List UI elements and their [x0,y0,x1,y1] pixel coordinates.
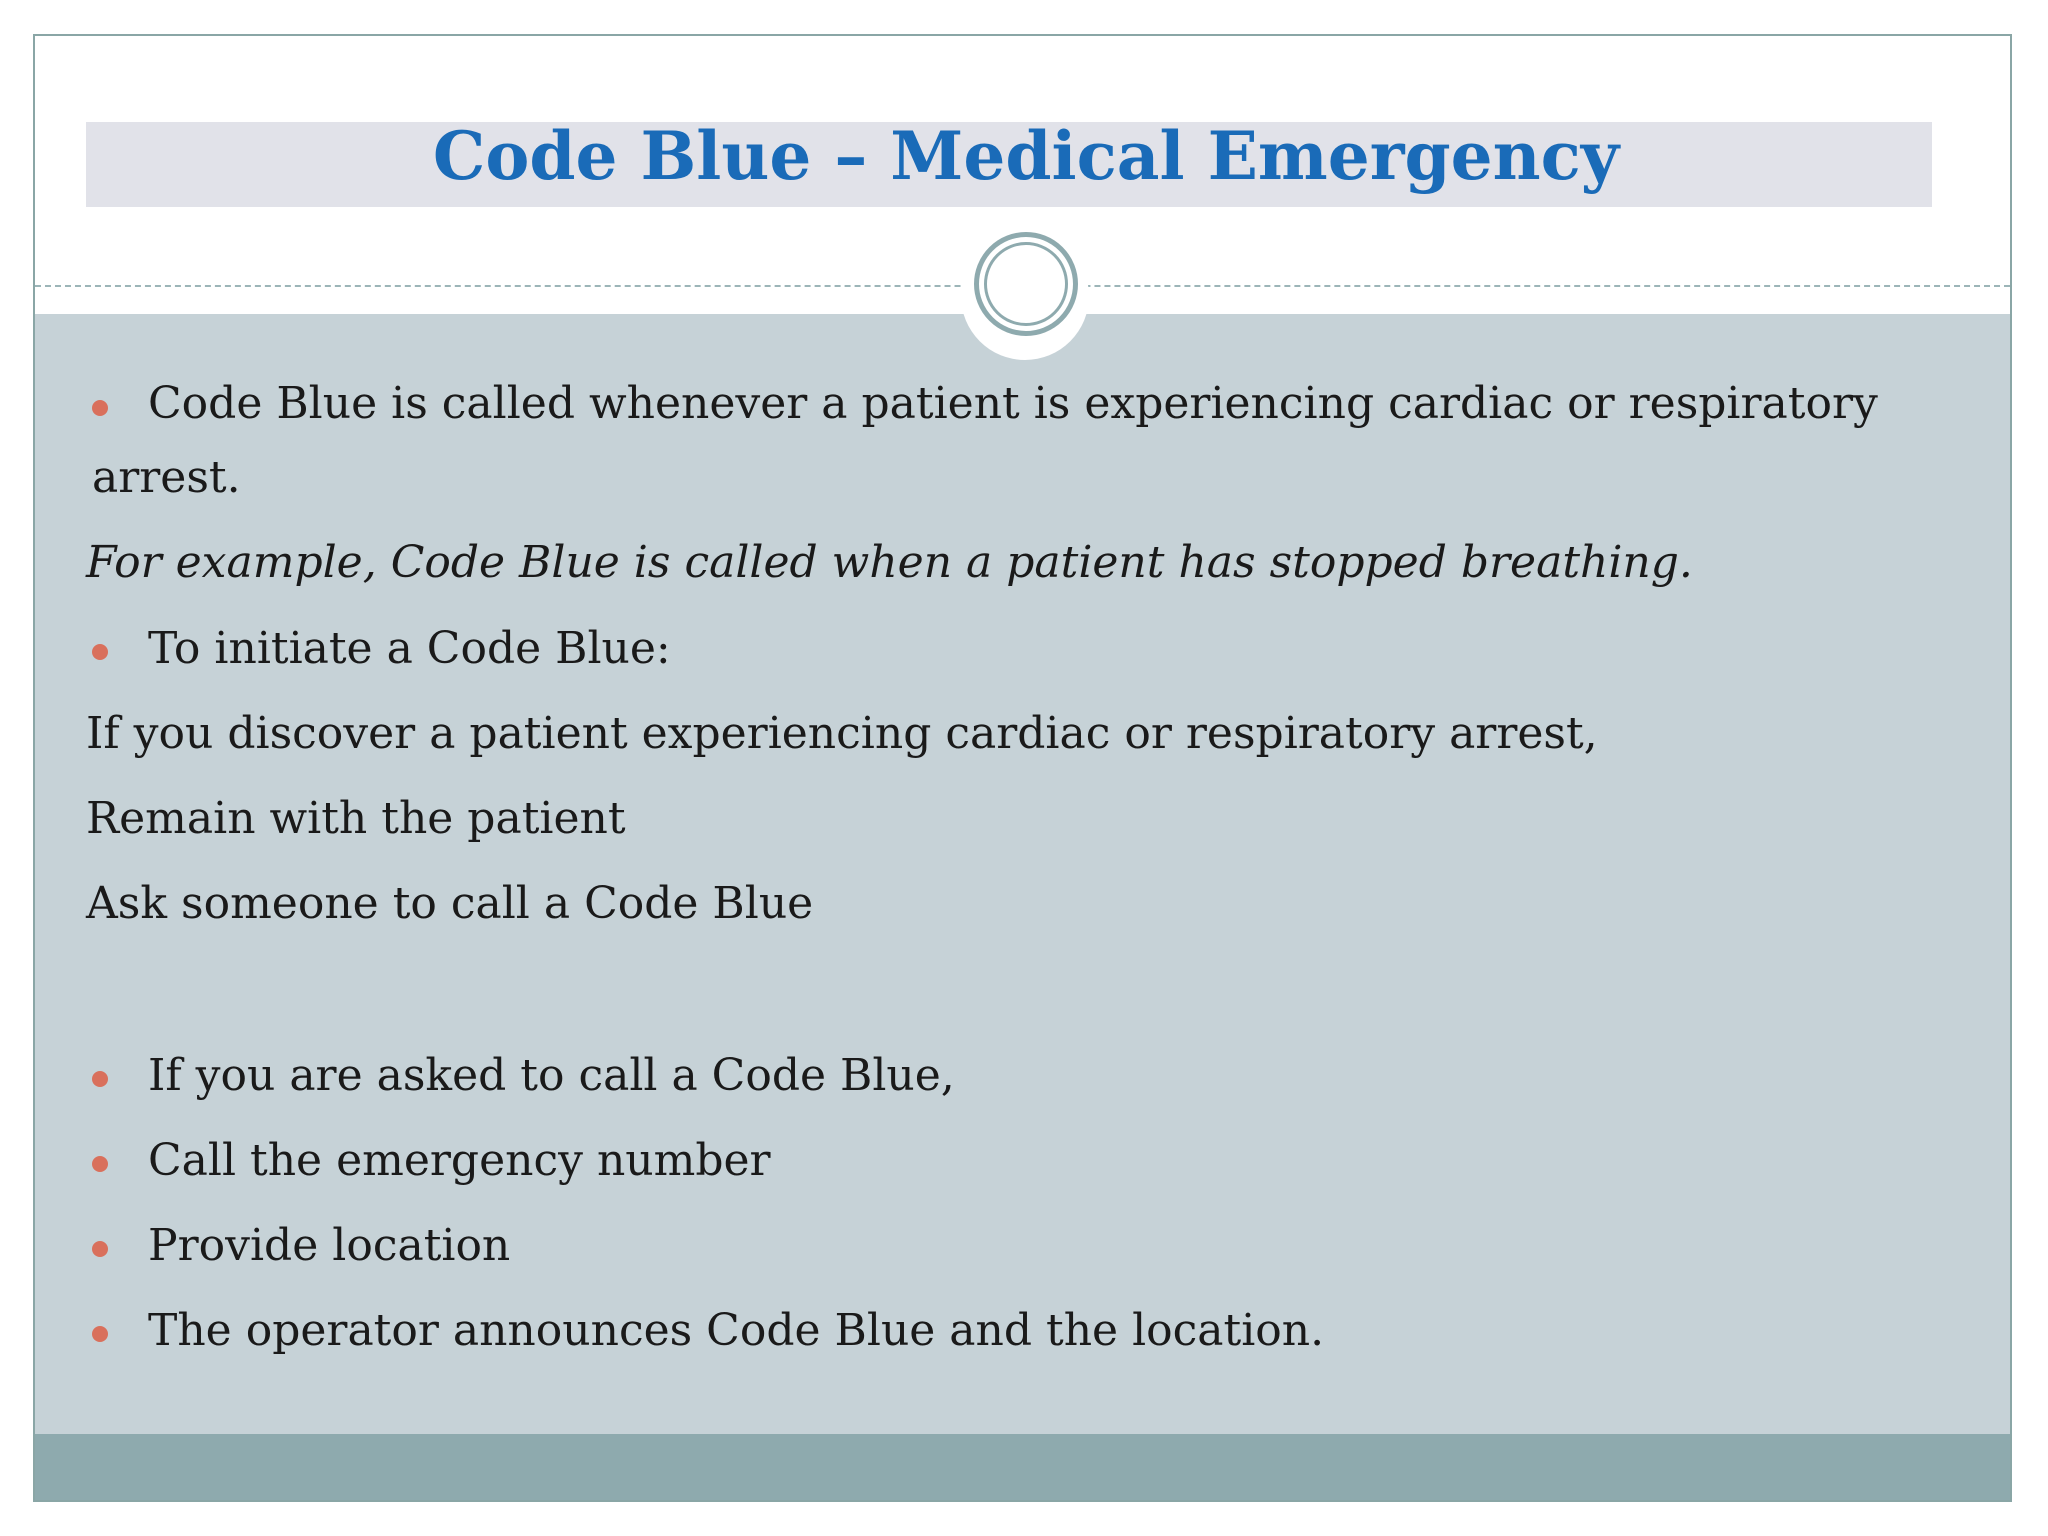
instruction-ask: Ask someone to call a Code Blue [86,878,814,929]
slide [33,34,2012,1502]
slide-title: Code Blue – Medical Emergency [432,117,1620,195]
bullet-icon [92,644,108,660]
bullet-text-5: Provide location [148,1220,511,1271]
instruction-remain: Remain with the patient [86,793,626,844]
bullet-icon [92,400,108,416]
bullet-icon [92,1156,108,1172]
bullet-text-2: To initiate a Code Blue: [148,623,671,674]
instruction-discover: If you discover a patient experiencing cardiac or respiratory arrest, [86,708,1598,759]
footer-bar [35,1434,2010,1502]
circle-ornament-inner [984,242,1068,326]
bullet-icon [92,1071,108,1087]
bullet-icon [92,1241,108,1257]
bullet-text-1-continued: arrest. [92,452,241,503]
bullet-text-3: If you are asked to call a Code Blue, [148,1050,955,1101]
bullet-text-6: The operator announces Code Blue and the location. [148,1305,1325,1356]
bullet-text-4: Call the emergency number [148,1135,771,1186]
bullet-text-1: Code Blue is called whenever a patient is experiencing cardiac or respiratory [148,378,1878,429]
example-text: For example, Code Blue is called when a patient has stopped breathing. [86,537,1693,588]
bullet-icon [92,1326,108,1342]
